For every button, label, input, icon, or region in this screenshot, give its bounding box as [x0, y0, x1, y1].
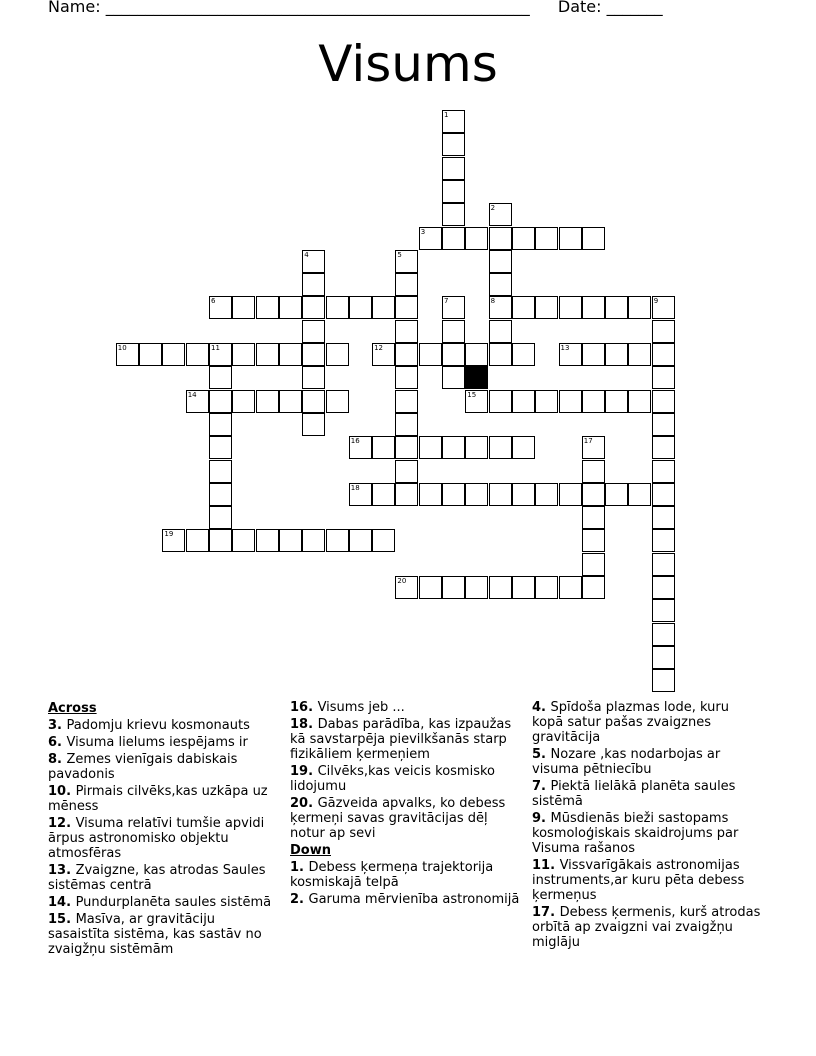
grid-cell[interactable] [489, 390, 512, 413]
name-label: Name: [48, 0, 101, 16]
clue-number-7: 7 [444, 297, 449, 306]
grid-cell[interactable] [512, 343, 535, 366]
grid-cell[interactable] [395, 343, 418, 366]
grid-cell[interactable] [442, 157, 465, 180]
clue-number-15: 15 [467, 390, 477, 399]
grid-cell[interactable] [582, 553, 605, 576]
clue-number: 15. [48, 912, 76, 927]
grid-cell[interactable] [652, 436, 675, 459]
grid-cell[interactable] [442, 296, 465, 319]
clue-number-5: 5 [397, 250, 402, 259]
clue-text: Spīdoša plazmas lode, kuru kopā satur pašas zvaigznes gravitācija [532, 700, 729, 745]
grid-cell[interactable] [652, 390, 675, 413]
page-title: Visums [318, 35, 498, 93]
grid-cell[interactable] [302, 413, 325, 436]
grid-cell[interactable] [652, 413, 675, 436]
grid-cell[interactable] [395, 413, 418, 436]
grid-cell[interactable] [442, 343, 465, 366]
grid-cell[interactable] [652, 506, 675, 529]
grid-cell[interactable] [559, 227, 582, 250]
grid-cell[interactable] [442, 203, 465, 226]
clue-item [48, 895, 280, 910]
clue-text: Garuma mērvienība astronomijā [308, 892, 520, 907]
clue-text: Visums jeb ... [317, 700, 405, 715]
clue-number-10: 10 [117, 344, 127, 352]
grid-cell[interactable] [489, 320, 512, 343]
clue-text: Vissvarīgākais astronomijas instruments,ar kuru pēta debess ķermeņus [532, 858, 745, 903]
grid-cell[interactable] [512, 390, 535, 413]
grid-cell[interactable] [465, 483, 488, 506]
grid-cell[interactable] [232, 529, 255, 552]
grid-cell[interactable] [582, 576, 605, 599]
grid-cell[interactable] [302, 366, 325, 389]
grid-cell[interactable] [256, 529, 279, 552]
grid-cell[interactable] [419, 343, 442, 366]
grid-cell[interactable] [256, 296, 279, 319]
clue-number: 19. [290, 764, 318, 779]
grid-cell[interactable] [302, 296, 325, 319]
grid-cell[interactable] [605, 343, 628, 366]
grid-cell[interactable] [302, 390, 325, 413]
grid-cell[interactable] [512, 227, 535, 250]
clue-number-11: 11 [211, 344, 220, 352]
clue-text: Gāzveida apvalks, ko debess ķermeņi savas gravitācijas dēļ notur ap sevi [290, 796, 506, 841]
clue-item [532, 858, 764, 903]
clue-item [532, 811, 764, 856]
grid-cell[interactable] [419, 227, 442, 250]
grid-cell[interactable] [279, 390, 302, 413]
grid-cell[interactable] [395, 250, 418, 273]
across-heading: Across [48, 701, 97, 716]
grid-cell[interactable] [209, 296, 232, 319]
grid-cell[interactable] [489, 203, 512, 226]
grid-cell[interactable] [628, 296, 651, 319]
grid-cell[interactable] [395, 320, 418, 343]
clue-number: 4. [532, 700, 551, 715]
grid-cell[interactable] [139, 343, 162, 366]
grid-cell[interactable] [442, 320, 465, 343]
grid-cell[interactable] [628, 390, 651, 413]
clue-number-9: 9 [653, 297, 659, 306]
grid-cell[interactable] [326, 296, 349, 319]
clue-number-6: 6 [211, 297, 216, 306]
grid-cell[interactable] [652, 623, 675, 646]
grid-cell[interactable] [372, 483, 395, 506]
grid-cell[interactable] [372, 529, 395, 552]
clue-number: 10. [48, 784, 76, 799]
grid-cell[interactable] [419, 436, 442, 459]
clue-number-2: 2 [490, 204, 496, 213]
grid-cell[interactable] [326, 343, 349, 366]
grid-cell[interactable] [582, 436, 605, 459]
grid-cell[interactable] [582, 390, 605, 413]
grid-cell[interactable] [326, 390, 349, 413]
grid-cell[interactable] [302, 250, 325, 273]
grid-cell[interactable] [279, 343, 302, 366]
grid-cell[interactable] [512, 483, 535, 506]
clue-number-17: 17 [583, 437, 593, 446]
grid-cell[interactable] [489, 250, 512, 273]
clue-number: 20. [290, 796, 318, 811]
grid-cell[interactable] [652, 669, 675, 692]
grid-cell[interactable] [419, 576, 442, 599]
grid-cell[interactable] [442, 110, 465, 133]
clue-number-20: 20 [397, 577, 407, 585]
clue-number-19: 19 [164, 530, 174, 539]
grid-cell[interactable] [279, 296, 302, 319]
grid-cell[interactable] [395, 460, 418, 483]
grid-cell[interactable] [442, 133, 465, 156]
clue-item [48, 816, 280, 861]
clue-number: 5. [532, 747, 551, 762]
grid-cell[interactable] [559, 390, 582, 413]
grid-cell[interactable] [326, 529, 349, 552]
grid-cell[interactable] [349, 436, 372, 459]
grid-cell[interactable] [465, 436, 488, 459]
grid-cell[interactable] [559, 296, 582, 319]
clue-number: 8. [48, 752, 67, 767]
grid-cell[interactable] [256, 343, 279, 366]
grid-cell[interactable] [186, 390, 209, 413]
grid-cell[interactable] [395, 390, 418, 413]
grid-cell[interactable] [559, 483, 582, 506]
clue-text: Piektā lielākā planēta saules sistēmā [532, 779, 736, 809]
down-heading: Down [290, 843, 331, 858]
grid-cell[interactable] [582, 460, 605, 483]
grid-cell[interactable] [209, 460, 232, 483]
clue-number: 1. [290, 860, 309, 875]
grid-cell[interactable] [652, 460, 675, 483]
grid-cell[interactable] [489, 343, 512, 366]
grid-cell[interactable] [582, 343, 605, 366]
clue-item [48, 784, 280, 814]
grid-cell[interactable] [162, 529, 185, 552]
grid-cell[interactable] [256, 390, 279, 413]
grid-cell[interactable] [442, 576, 465, 599]
grid-cell[interactable] [442, 436, 465, 459]
clue-number-16: 16 [350, 437, 360, 446]
grid-cell[interactable] [442, 227, 465, 250]
grid-cell[interactable] [559, 343, 582, 366]
grid-cell[interactable] [232, 390, 255, 413]
grid-cell[interactable] [512, 296, 535, 319]
grid-cell[interactable] [582, 296, 605, 319]
grid-cell[interactable] [209, 413, 232, 436]
clue-number: 13. [48, 863, 76, 878]
grid-cell[interactable] [395, 576, 418, 599]
grid-cell[interactable] [372, 343, 395, 366]
grid-cell[interactable] [349, 529, 372, 552]
clue-item [532, 779, 764, 809]
clue-number: 7. [532, 779, 551, 794]
clue-item [48, 718, 280, 733]
clues-column-2 [290, 700, 522, 909]
clue-item [290, 764, 522, 794]
grid-cell[interactable] [535, 296, 558, 319]
grid-cell[interactable] [652, 343, 675, 366]
clue-item [532, 747, 764, 777]
grid-cell[interactable] [652, 646, 675, 669]
grid-cell[interactable] [442, 366, 465, 389]
grid-cell[interactable] [349, 296, 372, 319]
clue-item [290, 860, 522, 890]
grid-cell[interactable] [349, 483, 372, 506]
grid-cell[interactable] [162, 343, 185, 366]
grid-cell[interactable] [465, 390, 488, 413]
clue-text: Padomju krievu kosmonauts [66, 718, 250, 733]
grid-cell[interactable] [628, 343, 651, 366]
grid-cell[interactable] [442, 180, 465, 203]
clue-text: Cilvēks,kas veicis kosmisko lidojumu [290, 764, 495, 794]
grid-cell[interactable] [209, 529, 232, 552]
clue-item [48, 912, 280, 957]
grid-cell[interactable] [535, 227, 558, 250]
grid-cell[interactable] [465, 343, 488, 366]
clue-text: Debess ķermenis, kurš atrodas orbītā ap zvaigzni vai zvaigžņu miglāju [532, 905, 761, 950]
clue-number-14: 14 [187, 390, 197, 399]
grid-cell[interactable] [279, 529, 302, 552]
clues-column-3 [532, 700, 764, 952]
grid-cell[interactable] [302, 343, 325, 366]
grid-cell[interactable] [489, 576, 512, 599]
name-line[interactable]: _____________________________________________________ [105, 0, 530, 16]
grid-cell[interactable] [489, 296, 512, 319]
clue-text: Dabas parādība, kas izpaužas kā savstarpēja pievilkšanās starp fizikāliem ķermeņiem [290, 717, 512, 762]
grid-cell[interactable] [582, 483, 605, 506]
grid-cell[interactable] [628, 483, 651, 506]
clues-section [48, 700, 768, 960]
clue-number-12: 12 [374, 344, 384, 352]
grid-cell[interactable] [372, 296, 395, 319]
grid-cell[interactable] [116, 343, 139, 366]
clue-item [532, 905, 764, 950]
date-label: Date: [557, 0, 602, 16]
grid-cell[interactable] [652, 576, 675, 599]
grid-cell[interactable] [652, 553, 675, 576]
grid-cell[interactable] [582, 506, 605, 529]
grid-cell[interactable] [232, 296, 255, 319]
grid-cell[interactable] [395, 436, 418, 459]
grid-cell[interactable] [489, 436, 512, 459]
clue-text: Zvaigzne, kas atrodas Saules sistēmas centrā [48, 863, 266, 893]
clue-number-18: 18 [350, 483, 360, 492]
grid-cell[interactable] [535, 576, 558, 599]
clue-number: 16. [290, 700, 318, 715]
grid-cell[interactable] [232, 343, 255, 366]
clue-number: 14. [48, 895, 76, 910]
grid-cell[interactable] [535, 390, 558, 413]
grid-cell[interactable] [559, 576, 582, 599]
grid-cell[interactable] [489, 227, 512, 250]
grid-cell[interactable] [302, 273, 325, 296]
date-line[interactable]: _______ [606, 0, 663, 16]
clue-item [290, 717, 522, 762]
clue-number-13: 13 [560, 344, 570, 352]
grid-cell[interactable] [652, 529, 675, 552]
clue-number: 9. [532, 811, 551, 826]
grid-cell[interactable] [209, 343, 232, 366]
grid-cell[interactable] [465, 227, 488, 250]
clues-column-1 [48, 700, 280, 959]
grid-cell[interactable] [209, 506, 232, 529]
clue-number-8: 8 [490, 297, 496, 306]
clue-number: 3. [48, 718, 67, 733]
grid-cell[interactable] [395, 296, 418, 319]
clue-text: Zemes vienīgais dabiskais pavadonis [48, 752, 238, 782]
clue-number-1: 1 [444, 111, 449, 119]
grid-cell[interactable] [186, 529, 209, 552]
grid-cell[interactable] [535, 483, 558, 506]
grid-cell[interactable] [605, 483, 628, 506]
grid-cell[interactable] [302, 529, 325, 552]
grid-cell[interactable] [186, 343, 209, 366]
clue-item [48, 735, 280, 750]
clue-item [532, 700, 764, 745]
grid-cell[interactable] [652, 599, 675, 622]
grid-cell[interactable] [209, 366, 232, 389]
grid-cell[interactable] [395, 366, 418, 389]
clue-text: Pirmais cilvēks,kas uzkāpa uz mēness [48, 784, 268, 814]
grid-cell[interactable] [442, 483, 465, 506]
clue-number: 18. [290, 717, 318, 732]
grid-cell[interactable] [652, 483, 675, 506]
grid-cell[interactable] [395, 273, 418, 296]
grid-cell[interactable] [489, 483, 512, 506]
grid-cell[interactable] [489, 273, 512, 296]
clue-text: Nozare ,kas nodarbojas ar visuma pētniecību [532, 747, 721, 777]
grid-cell[interactable] [209, 390, 232, 413]
blocked-cell [465, 366, 488, 389]
clue-number: 17. [532, 905, 560, 920]
grid-cell[interactable] [652, 296, 675, 319]
worksheet-header [48, 0, 663, 16]
clue-item [48, 863, 280, 893]
clue-item [290, 796, 522, 841]
clue-number: 6. [48, 735, 67, 750]
grid-cell[interactable] [419, 483, 442, 506]
clue-number-3: 3 [420, 227, 426, 236]
grid-cell[interactable] [209, 483, 232, 506]
grid-cell[interactable] [395, 483, 418, 506]
grid-cell[interactable] [372, 436, 395, 459]
grid-cell[interactable] [605, 296, 628, 319]
clue-text: Masīva, ar gravitāciju sasaistīta sistēma, kas sastāv no zvaigžņu sistēmām [48, 912, 262, 957]
grid-cell[interactable] [652, 366, 675, 389]
clue-text: Pundurplanēta saules sistēmā [75, 895, 272, 910]
grid-cell[interactable] [302, 320, 325, 343]
grid-cell[interactable] [465, 576, 488, 599]
clue-item [290, 892, 522, 907]
grid-cell[interactable] [652, 320, 675, 343]
grid-cell[interactable] [582, 227, 605, 250]
clue-text: Mūsdienās bieži sastopams kosmoloģiskais skaidrojums par Visuma rašanos [532, 811, 739, 856]
clue-number-4: 4 [304, 250, 309, 259]
clue-number: 11. [532, 858, 560, 873]
clue-text: Visuma lielums iespējams ir [66, 735, 248, 750]
clue-text: Debess ķermeņa trajektorija kosmiskajā telpā [290, 860, 494, 890]
grid-cell[interactable] [605, 390, 628, 413]
clue-item [290, 700, 522, 715]
clue-item [48, 752, 280, 782]
grid-cell[interactable] [512, 576, 535, 599]
grid-cell[interactable] [582, 529, 605, 552]
grid-cell[interactable] [512, 436, 535, 459]
clue-text: Visuma relatīvi tumšie apvidi ārpus astronomisko objektu atmosfēras [48, 816, 265, 861]
grid-cell[interactable] [209, 436, 232, 459]
clue-number: 2. [290, 892, 309, 907]
clue-number: 12. [48, 816, 76, 831]
